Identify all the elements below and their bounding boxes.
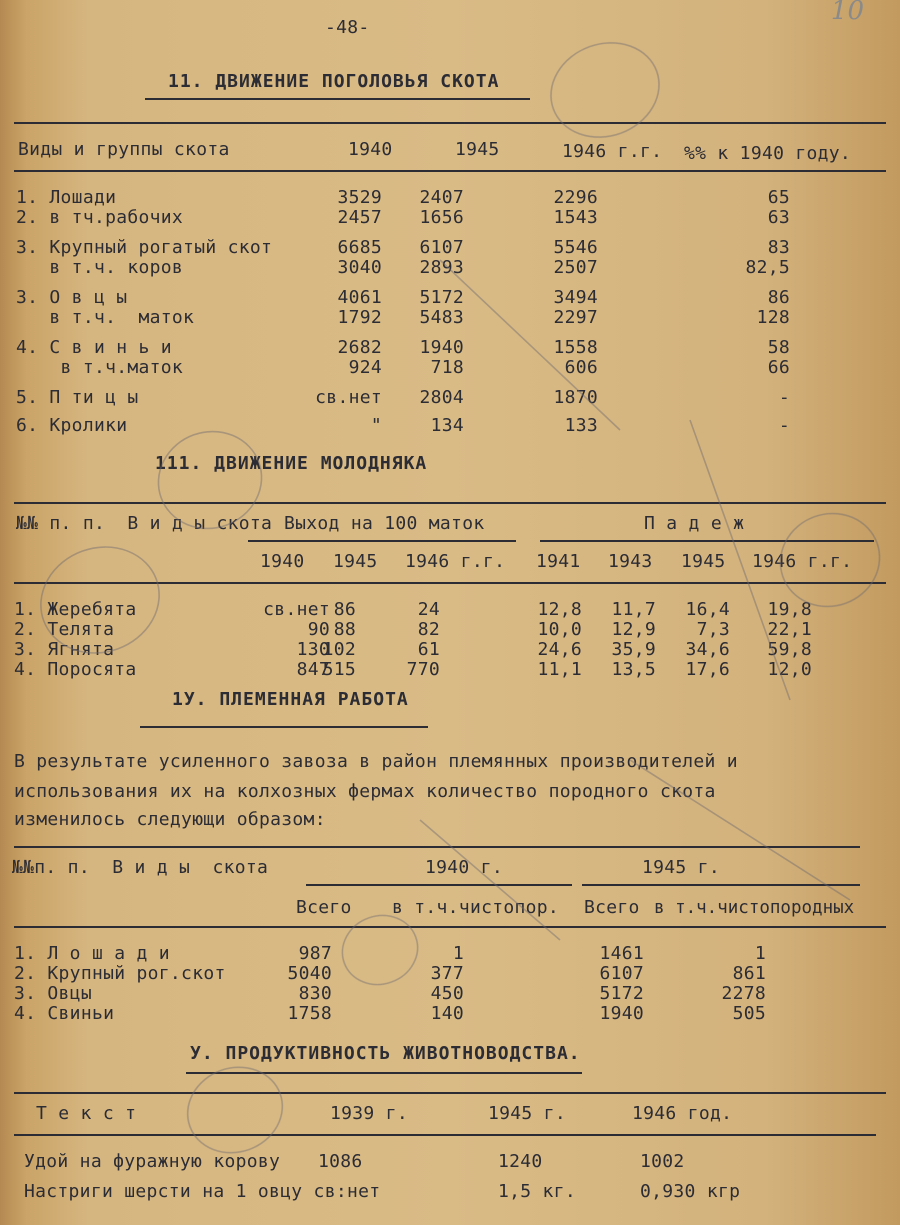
sec4-title-underline [140,726,428,728]
sec4-header-types: №№п. п. В и д ы скота [12,857,269,878]
sec2-row-value: 6107 [419,237,464,258]
sec2-title-underline [145,98,530,100]
sec3-row-label: 4. Поросята [14,659,137,680]
sec4-row-value: 830 [298,983,332,1004]
sec2-header-percent: %% к 1940 году. [684,143,852,164]
sec3-output-rule [248,540,516,542]
sec2-row-value: 1558 [553,337,598,358]
sec2-row-value: " [370,415,382,436]
sec3-year-header: 1945 [681,551,726,572]
sec2-row-value: 65 [767,187,790,208]
sec4-row-value: 6107 [599,963,644,984]
sec4-header-pure-1945: в т.ч.чистопородных [654,898,855,918]
sec3-row-value: 61 [417,639,440,660]
sec3-row-value: 34,6 [685,639,730,660]
sec3-row-value: 770 [406,659,440,680]
sec5-row-label: Удой на фуражную корову [24,1151,281,1172]
sec3-row-value: 11,1 [537,659,582,680]
sec2-row-value: 2804 [419,387,464,408]
sec2-row-value: 3494 [553,287,598,308]
sec4-paragraph-line-2: использования их на колхозных фермах количество породного скота [14,781,716,802]
sec2-row-value: 2682 [337,337,382,358]
sec3-row-value: 17,6 [685,659,730,680]
sec4-row-value: 1461 [599,943,644,964]
sec2-row-value: 5172 [419,287,464,308]
sec5-row-value: 1,5 кг. [498,1181,576,1202]
sec4-row-value: 505 [732,1003,766,1024]
sec2-row-value: 133 [564,415,598,436]
sec3-year-header: 1940 [260,551,305,572]
sec3-row-value: 88 [333,619,356,640]
sec4-header-rule [14,926,886,928]
sec5-header-1946: 1946 год. [632,1103,733,1124]
sec2-row-value: 606 [564,357,598,378]
sec4-row-value: 1 [452,943,464,964]
sec4-row-value: 1940 [599,1003,644,1024]
sec4-paragraph-line-1: В результате усиленного завоза в район племянных производителей и [14,751,738,772]
sec3-header-output: Выход на 100 маток [284,513,485,534]
sec3-row-value: 12,0 [767,659,812,680]
sec4-1940-rule [306,884,572,886]
sec3-row-value: 130 [296,639,330,660]
sec2-row-value: 134 [430,415,464,436]
sec4-row-label: 3. Овцы [14,983,92,1004]
sec2-row-value: 2407 [419,187,464,208]
sec4-header-total-1940: Всего [296,897,352,918]
sec2-row-label: в т.ч. маток [16,307,195,328]
sec3-title: 111. ДВИЖЕНИЕ МОЛОДНЯКА [155,453,428,474]
sec2-row-value: 924 [348,357,382,378]
sec4-row-value: 1 [754,943,766,964]
sec5-row-label: Настриги шерсти на 1 овцу св:нет [24,1181,381,1202]
sec2-row-value: 86 [767,287,790,308]
sec2-row-value: 1870 [553,387,598,408]
sec5-row-value: 1002 [640,1151,685,1172]
sec3-header-rule [14,582,886,584]
sec2-header-rule [14,170,886,172]
sec4-row-value: 450 [430,983,464,1004]
sec3-row-value: 515 [322,659,356,680]
sec3-row-label: 3. Ягнята [14,639,115,660]
sec3-row-value: 59,8 [767,639,812,660]
sec2-row-value: 1792 [337,307,382,328]
sec3-year-header: 1943 [608,551,653,572]
sec3-row-value: св.нет [263,599,330,620]
sec5-row-value: 1240 [498,1151,543,1172]
sec2-row-value: 5483 [419,307,464,328]
sec3-row-value: 82 [417,619,440,640]
sec2-header-1946: 1946 г.г. [562,141,663,162]
sec2-row-value: 2297 [553,307,598,328]
sec4-header-1945: 1945 г. [642,857,720,878]
sec3-top-rule [14,502,886,504]
sec2-row-value: 3040 [337,257,382,278]
sec3-header-loss: П а д е ж [644,513,745,534]
sec2-row-value: 2507 [553,257,598,278]
sec3-row-value: 12,9 [611,619,656,640]
sec2-row-value: 6685 [337,237,382,258]
corner-mark: 10 [830,0,864,26]
sec5-row-value: 1086 [318,1151,363,1172]
sec2-title: 11. ДВИЖЕНИЕ ПОГОЛОВЬЯ СКОТА [168,71,500,92]
sec2-row-value: 2893 [419,257,464,278]
sec3-row-value: 16,4 [685,599,730,620]
sec2-row-label: 3. О в ц ы [16,287,128,308]
sec2-row-label: 1. Лошади [16,187,117,208]
sec3-row-label: 2. Телята [14,619,115,640]
sec5-title-underline [186,1072,582,1074]
sec2-top-rule [14,122,886,124]
sec5-header-1939: 1939 г. [330,1103,408,1124]
sec3-loss-rule [540,540,874,542]
sec4-1945-rule [582,884,860,886]
sec2-row-value: 66 [767,357,790,378]
sec4-row-value: 861 [732,963,766,984]
sec2-row-label: 2. в тч.рабочих [16,207,184,228]
sec3-row-label: 1. Жеребята [14,599,137,620]
sec2-row-value: 1940 [419,337,464,358]
sec4-header-1940: 1940 г. [425,857,503,878]
sec4-header-pure-1940: в т.ч.чистопор. [392,897,560,918]
sec2-row-value: 1656 [419,207,464,228]
sec2-header-types: Виды и группы скота [18,139,230,160]
sec2-row-value: св.нет [315,387,382,408]
sec3-year-header: 1945 [333,551,378,572]
sec2-row-value: 2457 [337,207,382,228]
sec4-header-total-1945: Всего [584,897,640,918]
sec4-row-label: 2. Крупный рог.скот [14,963,226,984]
sec5-header-rule [14,1134,876,1136]
sec4-row-value: 2278 [721,983,766,1004]
sec2-header-1945: 1945 [455,139,500,160]
sec3-row-value: 7,3 [696,619,730,640]
sec2-row-value: 128 [756,307,790,328]
sec2-row-value: 5546 [553,237,598,258]
sec4-title: 1У. ПЛЕМЕННАЯ РАБОТА [172,689,409,710]
sec2-row-value: 4061 [337,287,382,308]
sec3-year-header: 1946 г.г. [405,551,506,572]
sec2-row-value: 1543 [553,207,598,228]
sec3-row-value: 90 [307,619,330,640]
sec2-row-label: 5. П ти ц ы [16,387,139,408]
sec3-header-types: №№ п. п. В и д ы скота [16,513,273,534]
sec5-header-text: Т е к с т [36,1103,137,1124]
sec2-row-value: 718 [430,357,464,378]
sec2-row-label: 6. Кролики [16,415,128,436]
sec3-row-value: 86 [333,599,356,620]
sec3-year-header: 1946 г.г. [752,551,853,572]
sec2-row-value: 2296 [553,187,598,208]
sec2-row-value: 3529 [337,187,382,208]
sec4-row-value: 987 [298,943,332,964]
sec3-row-value: 13,5 [611,659,656,680]
sec2-row-label: 3. Крупный рогатый скот [16,237,273,258]
sec2-header-1940: 1940 [348,139,393,160]
sec5-header-1945: 1945 г. [488,1103,566,1124]
page-number: -48- [325,17,370,38]
sec4-row-value: 5172 [599,983,644,1004]
sec3-row-value: 11,7 [611,599,656,620]
sec2-row-value: - [778,387,790,408]
sec5-top-rule [14,1092,886,1094]
sec3-row-value: 19,8 [767,599,812,620]
sec4-row-value: 5040 [287,963,332,984]
sec4-row-label: 4. Свиньи [14,1003,115,1024]
sec3-row-value: 847 [296,659,330,680]
sec4-row-label: 1. Л о ш а д и [14,943,170,964]
sec4-top-rule [14,846,860,848]
sec4-row-value: 377 [430,963,464,984]
sec2-row-value: - [778,415,790,436]
sec3-row-value: 102 [322,639,356,660]
sec2-row-value: 63 [767,207,790,228]
sec2-row-value: 83 [767,237,790,258]
sec3-row-value: 10,0 [537,619,582,640]
sec5-row-value: 0,930 кгр [640,1181,741,1202]
sec2-row-value: 82,5 [745,257,790,278]
sec4-paragraph-line-3: изменилось следующи образом: [14,809,326,830]
sec2-row-label: в т.ч.маток [16,357,184,378]
sec3-year-header: 1941 [536,551,581,572]
sec3-row-value: 35,9 [611,639,656,660]
sec4-row-value: 140 [430,1003,464,1024]
sec4-row-value: 1758 [287,1003,332,1024]
sec2-row-label: 4. С в и н ь и [16,337,172,358]
sec3-row-value: 24 [417,599,440,620]
sec5-title: У. ПРОДУКТИВНОСТЬ ЖИВОТНОВОДСТВА. [190,1043,581,1064]
sec2-row-value: 58 [767,337,790,358]
sec3-row-value: 22,1 [767,619,812,640]
sec3-row-value: 24,6 [537,639,582,660]
sec3-row-value: 12,8 [537,599,582,620]
sec2-row-label: в т.ч. коров [16,257,184,278]
